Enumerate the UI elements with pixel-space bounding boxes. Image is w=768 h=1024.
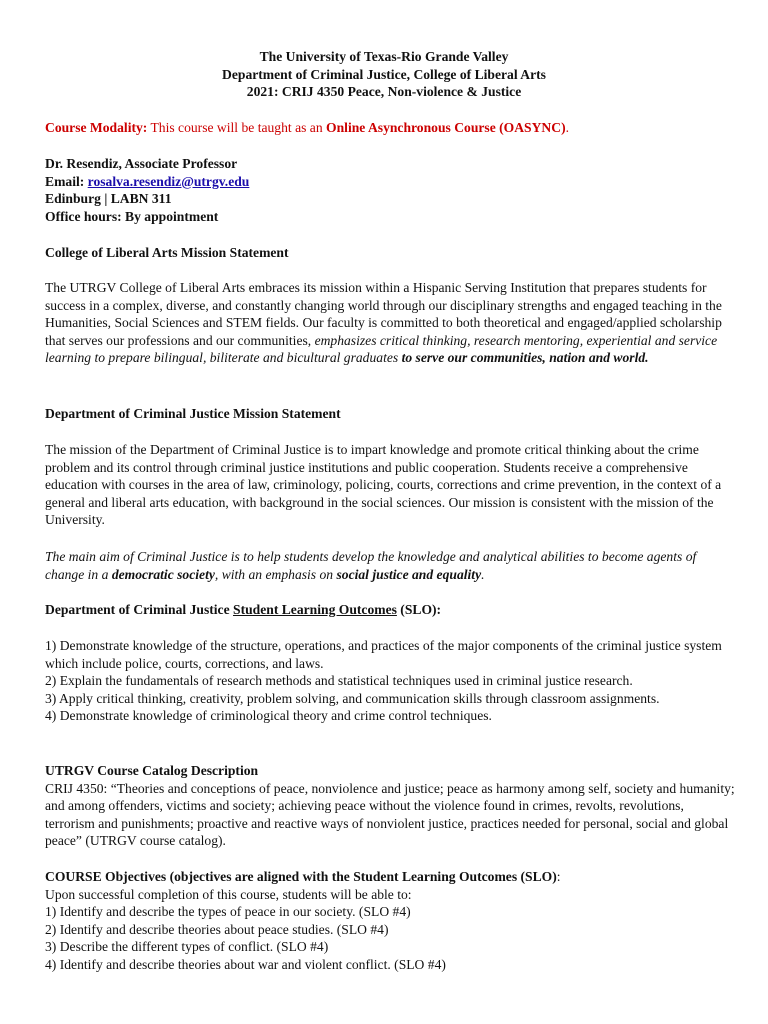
instructor-contact [45, 155, 735, 225]
slo-heading-link: Student Learning Outcomes [233, 602, 397, 617]
objectives-heading-line [45, 868, 735, 886]
objectives-section [45, 868, 735, 973]
slo-item: 1) Demonstrate knowledge of the structure, operations, and practices of the major components of the criminal justice system which include police, courts, corrections, and laws. [45, 638, 722, 671]
objective-item: 4) Identify and describe theories about war and violent conflict. (SLO #4) [45, 956, 446, 972]
aim-text-1: The main aim of Criminal Justice is to help students develop the knowledge and analytical abilities to become agents of change in a [45, 549, 697, 582]
catalog-body: CRIJ 4350: “Theories and conceptions of peace, nonviolence and justice; peace as harmony among self, society and humanity; and among offenders, victims and society; achieving peace without the violence found in crimes, revolts, revolutions, terrorism and punishments; proactive and reactive ways of nonviolent justice, practices needed for personal, social and global peace” (UTRGV course catalog). [45, 780, 735, 848]
university-title: The University of Texas-Rio Grande Valley [259, 49, 509, 64]
modality-label: Course Modality: [45, 120, 148, 135]
dcj-mission-body: The mission of the Department of Criminal Justice is to impart knowledge and promote critical thinking about the crime problem and its control through criminal justice institutions and public cooperation. Students receive a comprehensive education with courses in the area of law, criminology, policing, courts, corrections and crime prevention, in the context of a general and liberal arts education, with background in the social sciences. Our mission is consistent with the mission of the University. [45, 442, 722, 527]
modality-highlight: Online Asynchronous Course (OASYNC) [326, 120, 566, 135]
email-line [45, 173, 735, 191]
aim-text-2: , with an emphasis on [214, 566, 337, 582]
modality-text: This course will be taught as an [147, 120, 327, 135]
cla-mission-text: The UTRGV College of Liberal Arts embraces its mission within a Hispanic Serving Institution that prepares students for success in a complex, diverse, and constantly changing world through our disciplinary strengths and engaged teaching in the Humanities, Social Sciences and STEM fields. Our faculty is committed to both theoretical and engaged/applied scholarship that serves our professions and our communities, [45, 280, 722, 348]
course-title: 2021: CRIJ 4350 Peace, Non-violence & Justice [246, 84, 522, 99]
dcj-mission-heading: Department of Criminal Justice Mission Statement [45, 406, 341, 421]
slo-item: 2) Explain the fundamentals of research methods and statistical techniques used in criminal justice research. [45, 673, 633, 688]
objectives-heading-colon: : [556, 869, 561, 884]
email-label: Email: [45, 173, 88, 189]
cla-mission-heading: College of Liberal Arts Mission Statement [45, 245, 289, 260]
aim-text-3: . [481, 566, 485, 582]
office-location: Edinburg | LABN 311 [45, 191, 172, 206]
slo-item: 4) Demonstrate knowledge of criminological theory and crime control techniques. [45, 708, 492, 723]
objective-item: 1) Identify and describe the types of peace in our society. (SLO #4) [45, 904, 411, 919]
slo-heading-suffix: (SLO): [396, 602, 442, 617]
aim-social-justice: social justice and equality [336, 566, 482, 582]
cla-mission-bold-italic: to serve our communities, nation and world. [398, 350, 649, 365]
email-link[interactable]: rosalva.resendiz@utrgv.edu [87, 173, 250, 189]
document-header [0, 48, 768, 101]
office-hours: Office hours: By appointment [45, 208, 219, 224]
aim-democratic-society: democratic society [111, 566, 215, 582]
course-modality [45, 119, 735, 137]
cla-mission-body [45, 279, 735, 367]
catalog-section [45, 762, 735, 850]
dcj-aim-statement [45, 548, 735, 583]
catalog-heading: UTRGV Course Catalog Description [45, 763, 259, 778]
objectives-heading: COURSE Objectives (objectives are aligned with the Student Learning Outcomes (SLO) [45, 869, 557, 884]
slo-heading-prefix: Department of Criminal Justice [45, 602, 234, 617]
slo-item: 3) Apply critical thinking, creativity, problem solving, and communication skills through classroom assignments. [45, 690, 660, 706]
objectives-intro: Upon successful completion of this course, students will be able to: [45, 886, 412, 902]
objective-item: 2) Identify and describe theories about peace studies. (SLO #4) [45, 921, 389, 937]
slo-list [45, 637, 735, 725]
cla-mission-italic: emphasizes critical thinking, research mentoring, experiential and service learning to prepare bilingual, biliterate and bicultural graduates [45, 332, 718, 365]
modality-period: . [565, 120, 570, 135]
instructor-name: Dr. Resendiz, Associate Professor [45, 156, 238, 171]
objective-item: 3) Describe the different types of conflict. (SLO #4) [45, 939, 329, 954]
department-title: Department of Criminal Justice, College of Liberal Arts [222, 66, 546, 82]
slo-heading [45, 601, 735, 619]
